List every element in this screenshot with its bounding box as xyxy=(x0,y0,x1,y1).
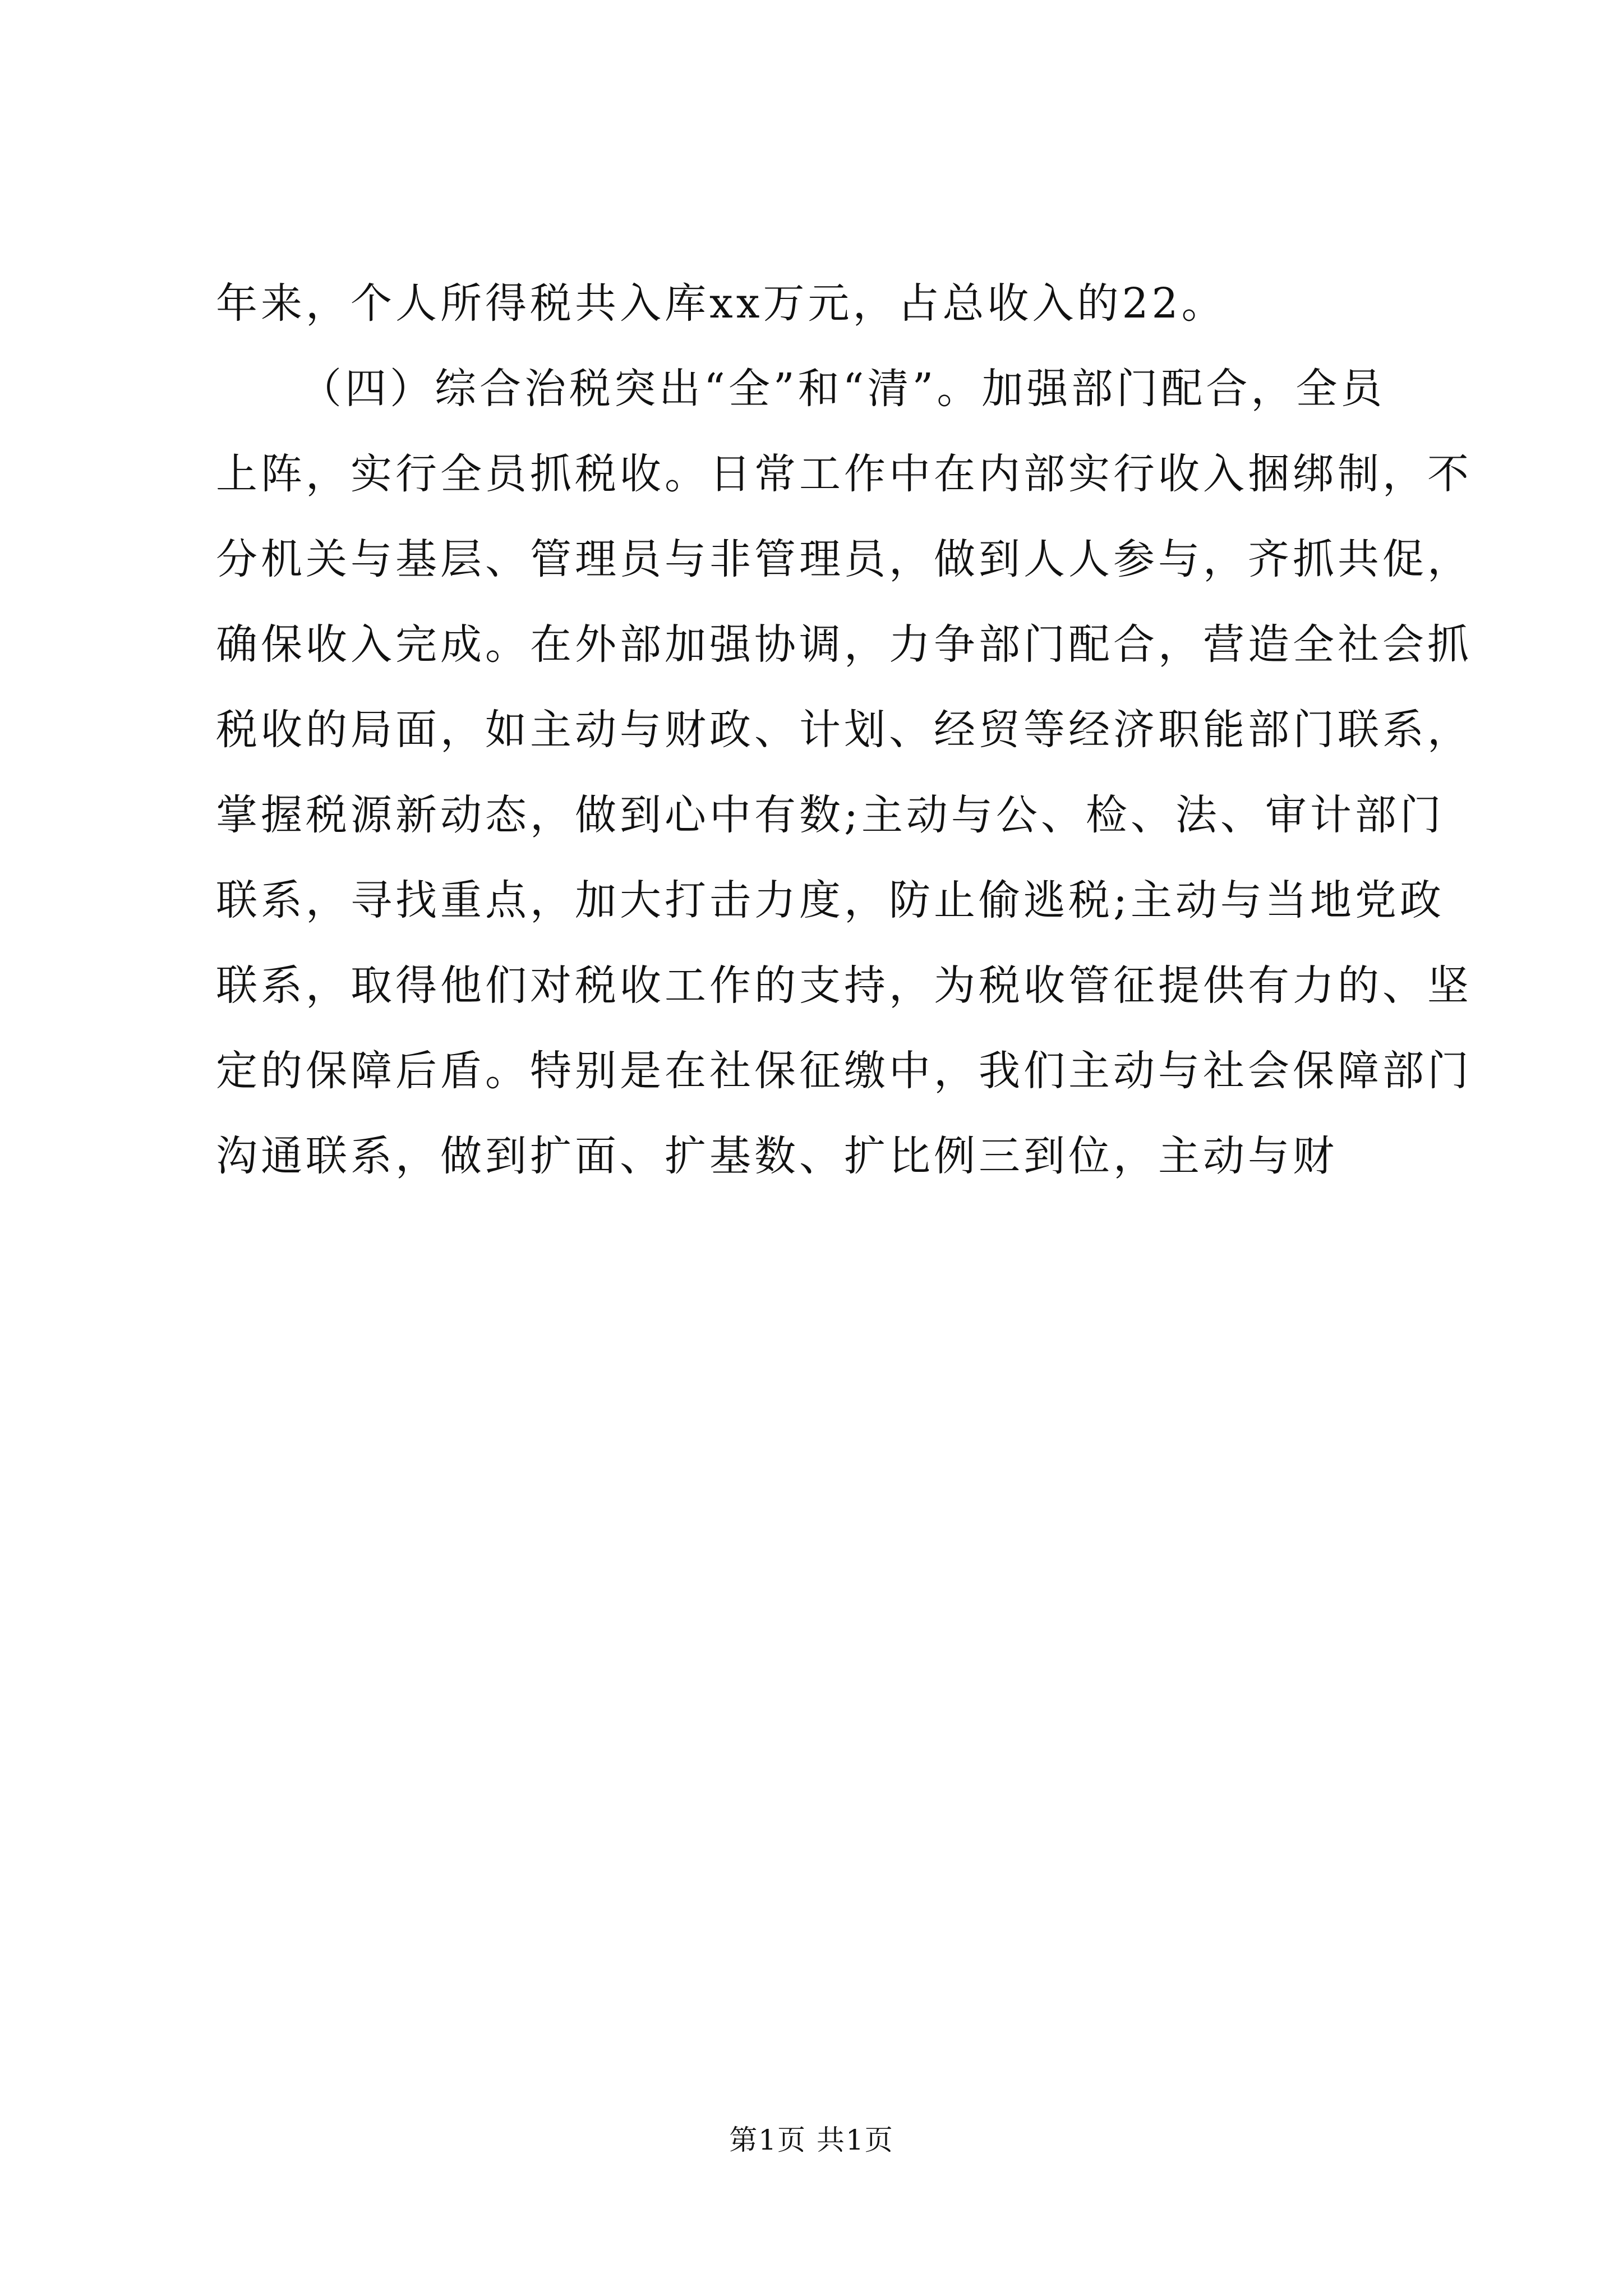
text-line: 年来，个人所得税共入库xx万元，占总收入的22。 xyxy=(216,279,1227,328)
document-body xyxy=(216,261,1472,1199)
text-line: 联系，寻找重点，加大打击力度，防止偷逃税;主动与当地党政 xyxy=(216,876,1445,924)
text-line: 掌握税源新动态，做到心中有数;主动与公、检、法、审计部门 xyxy=(216,791,1445,839)
paragraph-start-line: （四）综合治税突出“全”和“清”。加强部门配合，全员 xyxy=(300,365,1386,413)
text-line: 上阵，实行全员抓税收。日常工作中在内部实行收入捆绑制，不 xyxy=(216,450,1472,498)
text-line: 联系，取得他们对税收工作的支持，为税收管征提供有力的、坚 xyxy=(216,961,1472,1010)
text-line: 分机关与基层、管理员与非管理员，做到人人参与，齐抓共促， xyxy=(216,535,1472,583)
text-line: 税收的局面，如主动与财政、计划、经贸等经济职能部门联系， xyxy=(216,706,1472,754)
text-line: 定的保障后盾。特别是在社保征缴中，我们主动与社会保障部门 xyxy=(216,1047,1472,1095)
text-line: 确保收入完成。在外部加强协调，力争部门配合，营造全社会抓 xyxy=(216,620,1472,669)
text-line: 沟通联系，做到扩面、扩基数、扩比例三到位，主动与财 xyxy=(216,1132,1338,1180)
page-number-footer: 第1页 共1页 xyxy=(729,2124,894,2156)
